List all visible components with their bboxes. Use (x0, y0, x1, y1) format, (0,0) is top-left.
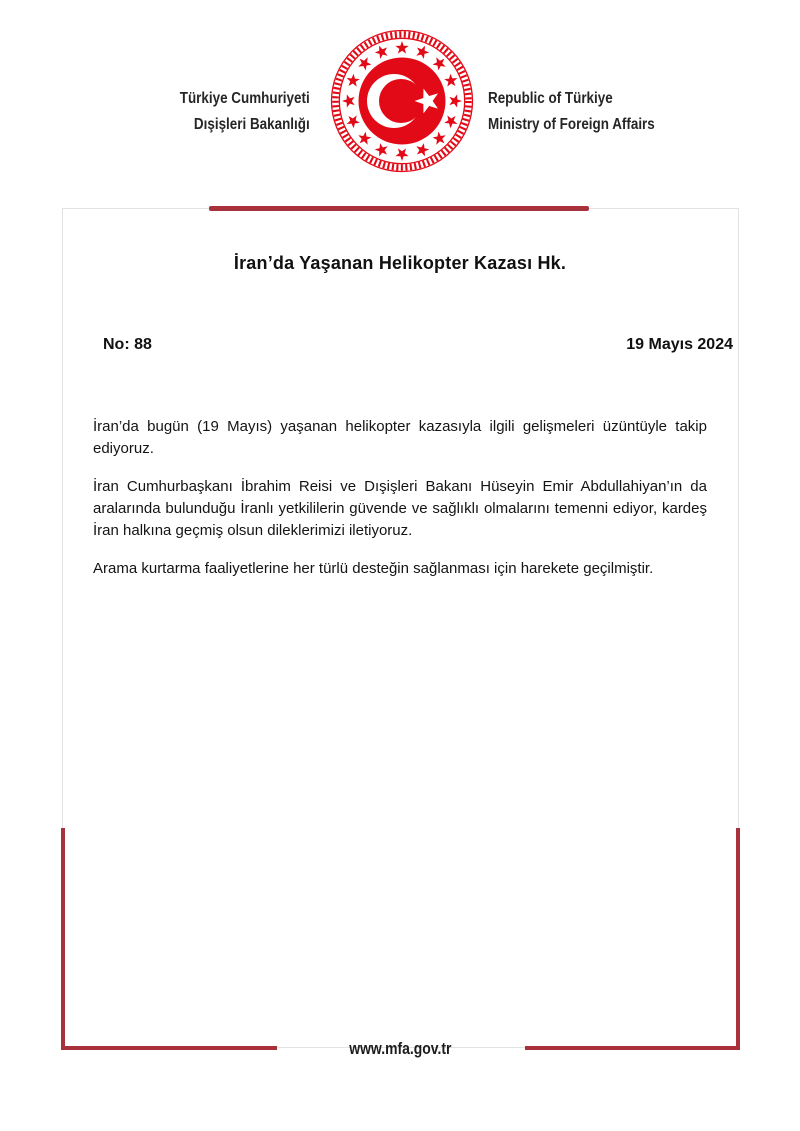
document-body (93, 416, 707, 596)
org-name-turkish-line2: Dışişleri Bakanlığı (194, 116, 310, 133)
document-title: İran’da Yaşanan Helikopter Kazası Hk. (233, 253, 567, 273)
paragraph-1: İran’da bugün (19 Mayıs) yaşanan helikopter kazasıyla ilgili gelişmeleri üzüntüyle takip ediyoruz. (93, 418, 707, 457)
org-name-turkish (110, 86, 310, 138)
document-date: 19 Mayıs 2024 (626, 336, 733, 353)
letterhead (0, 0, 800, 200)
mfa-emblem-icon (330, 29, 474, 173)
paragraph-3: Arama kurtarma faaliyetlerine her türlü desteğin sağlanması için harekete geçilmiştir. (93, 560, 654, 577)
accent-line-left (61, 828, 65, 1050)
org-name-english (488, 86, 728, 138)
org-name-english-line2: Ministry of Foreign Affairs (488, 116, 655, 133)
footer-website-url: www.mfa.gov.tr (348, 1039, 452, 1058)
accent-line-top (209, 206, 589, 211)
paragraph-2: İran Cumhurbaşkanı İbrahim Reisi ve Dışişleri Bakanı Hüseyin Emir Abdullahiyan’ın da aralarında bulunduğu İranlı yetkililerin güvende ve sağlıklı olmalarını temenni ediyor, kardeş İran halkına geçmiş olsun dileklerimizi iletiyoruz. (93, 478, 707, 539)
content-frame (62, 208, 739, 1048)
org-name-english-line1: Republic of Türkiye (488, 90, 613, 107)
accent-line-right (736, 828, 740, 1050)
document-number: No: 88 (103, 336, 152, 353)
org-name-turkish-line1: Türkiye Cumhuriyeti (180, 90, 310, 107)
